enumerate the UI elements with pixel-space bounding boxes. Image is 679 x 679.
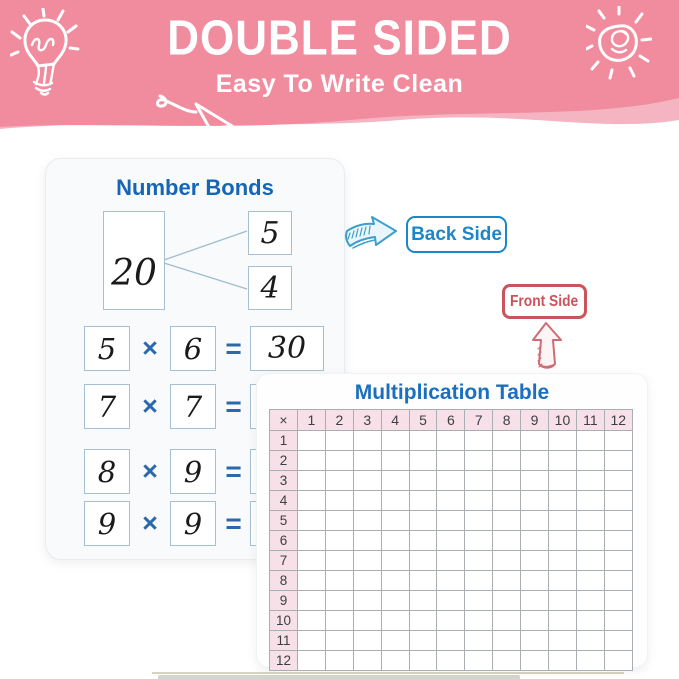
grid-cell	[298, 611, 326, 631]
grid-row-header: 4	[270, 491, 298, 511]
grid-cell	[493, 631, 521, 651]
grid-cell	[353, 651, 381, 671]
grid-cell	[409, 591, 437, 611]
grid-cell	[465, 631, 493, 651]
front-board-title: Multiplication Table	[354, 381, 550, 404]
grid-cell	[549, 591, 577, 611]
grid-col-header: 12	[604, 410, 632, 431]
grid-cell	[298, 651, 326, 671]
grid-cell	[381, 471, 409, 491]
bond-part-top-box: 5	[248, 211, 292, 255]
grid-cell	[493, 651, 521, 671]
grid-cell	[381, 651, 409, 671]
grid-cell	[437, 431, 465, 451]
grid-col-header: 4	[381, 410, 409, 431]
grid-cell	[381, 551, 409, 571]
grid-cell	[604, 451, 632, 471]
grid-cell	[298, 571, 326, 591]
grid-cell	[381, 491, 409, 511]
grid-cell	[325, 591, 353, 611]
paper-plane-arrow-icon	[156, 92, 242, 144]
grid-cell	[381, 431, 409, 451]
grid-cell	[521, 551, 549, 571]
grid-col-header: 11	[576, 410, 604, 431]
grid-cell	[549, 611, 577, 631]
grid-row	[270, 451, 633, 471]
grid-cell	[521, 591, 549, 611]
grid-cell	[409, 551, 437, 571]
grid-cell	[437, 491, 465, 511]
grid-cell	[325, 491, 353, 511]
grid-cell	[549, 511, 577, 531]
grid-cell	[493, 611, 521, 631]
back-side-label-text: Back Side	[411, 223, 502, 245]
grid-cell	[381, 611, 409, 631]
factor-b-box: 7	[170, 384, 216, 429]
back-side-arrow-icon	[344, 211, 402, 257]
grid-cell	[604, 571, 632, 591]
grid-cell	[298, 531, 326, 551]
grid-cell	[298, 451, 326, 471]
grid-cell	[493, 431, 521, 451]
grid-col-header: 6	[437, 410, 465, 431]
grid-cell	[353, 531, 381, 551]
grid-cell	[437, 631, 465, 651]
grid-cell	[604, 511, 632, 531]
grid-cell	[493, 471, 521, 491]
grid-cell	[576, 451, 604, 471]
grid-cell	[465, 591, 493, 611]
grid-cell	[493, 491, 521, 511]
grid-row-header: 2	[270, 451, 298, 471]
equals-sign: =	[225, 332, 241, 364]
grid-cell	[465, 431, 493, 451]
grid-cell	[521, 531, 549, 551]
grid-cell	[381, 571, 409, 591]
front-side-board	[256, 373, 648, 668]
grid-row-header: 12	[270, 651, 298, 671]
grid-cell	[465, 471, 493, 491]
grid-row	[270, 471, 633, 491]
grid-cell	[465, 551, 493, 571]
grid-cell	[493, 591, 521, 611]
grid-cell	[298, 471, 326, 491]
equals-sign: =	[225, 455, 241, 487]
grid-cell	[521, 571, 549, 591]
grid-cell	[325, 651, 353, 671]
grid-cell	[325, 451, 353, 471]
grid-cell	[549, 531, 577, 551]
grid-row	[270, 431, 633, 451]
bottom-partial-object	[158, 675, 520, 679]
grid-cell	[353, 511, 381, 531]
times-sign: ×	[142, 333, 158, 363]
grid-cell	[325, 571, 353, 591]
grid-cell	[409, 651, 437, 671]
grid-cell	[325, 531, 353, 551]
grid-cell	[409, 491, 437, 511]
front-side-up-arrow-icon	[523, 320, 569, 374]
grid-cell	[521, 431, 549, 451]
grid-row	[270, 611, 633, 631]
grid-cell	[604, 551, 632, 571]
front-side-label-text: Front Side	[510, 292, 579, 311]
grid-cell	[298, 491, 326, 511]
factor-a-box: 7	[84, 384, 130, 429]
grid-cell	[576, 471, 604, 491]
grid-cell	[604, 471, 632, 491]
grid-cell	[549, 651, 577, 671]
grid-row-header: 1	[270, 431, 298, 451]
equals-sign: =	[225, 507, 241, 539]
grid-cell	[576, 611, 604, 631]
grid-col-header: 10	[549, 410, 577, 431]
grid-cell	[325, 611, 353, 631]
grid-cell	[298, 631, 326, 651]
grid-cell	[353, 611, 381, 631]
grid-cell	[437, 571, 465, 591]
grid-cell	[437, 531, 465, 551]
banner-title: DOUBLE SIDED	[167, 11, 512, 66]
grid-col-header: 9	[521, 410, 549, 431]
grid-cell	[604, 591, 632, 611]
bond-whole-value: 20	[111, 253, 157, 294]
grid-cell	[353, 451, 381, 471]
grid-cell	[353, 551, 381, 571]
grid-cell	[493, 571, 521, 591]
grid-cell	[493, 531, 521, 551]
grid-col-header: 2	[325, 410, 353, 431]
back-board-title: Number Bonds	[116, 175, 274, 200]
grid-cell	[298, 431, 326, 451]
grid-cell	[409, 571, 437, 591]
factor-a-box: 5	[84, 326, 130, 371]
grid-cell	[493, 551, 521, 571]
grid-cell	[521, 491, 549, 511]
grid-row	[270, 511, 633, 531]
grid-row-header: 6	[270, 531, 298, 551]
grid-cell	[465, 611, 493, 631]
grid-cell	[437, 611, 465, 631]
grid-cell	[465, 531, 493, 551]
grid-cell	[521, 651, 549, 671]
grid-cell	[381, 531, 409, 551]
factor-b-box: 9	[170, 501, 216, 546]
grid-cell	[409, 531, 437, 551]
grid-cell	[409, 451, 437, 471]
factor-b-box: 6	[170, 326, 216, 371]
grid-row	[270, 551, 633, 571]
bond-whole-box	[103, 211, 165, 310]
grid-row-header: 3	[270, 471, 298, 491]
grid-cell	[576, 591, 604, 611]
grid-col-header: 5	[409, 410, 437, 431]
grid-row-header: 5	[270, 511, 298, 531]
grid-cell	[465, 651, 493, 671]
grid-cell	[437, 511, 465, 531]
bottom-edge-line	[152, 672, 624, 674]
grid-cell	[549, 431, 577, 451]
grid-cell	[604, 611, 632, 631]
result-box: 30	[250, 326, 324, 371]
grid-cell	[465, 491, 493, 511]
grid-cell	[325, 471, 353, 491]
grid-cell	[521, 631, 549, 651]
grid-cell	[325, 511, 353, 531]
grid-cell	[549, 471, 577, 491]
grid-cell	[549, 551, 577, 571]
grid-row-header: 7	[270, 551, 298, 571]
grid-cell	[604, 431, 632, 451]
grid-cell	[353, 591, 381, 611]
factor-a-box: 8	[84, 449, 130, 494]
grid-cell	[437, 471, 465, 491]
grid-cell	[576, 491, 604, 511]
grid-cell	[521, 451, 549, 471]
grid-cell	[549, 631, 577, 651]
grid-cell	[549, 491, 577, 511]
times-sign: ×	[142, 391, 158, 421]
grid-cell	[493, 451, 521, 471]
grid-cell	[604, 531, 632, 551]
grid-col-header: 8	[493, 410, 521, 431]
grid-cell	[325, 551, 353, 571]
grid-row-header: 9	[270, 591, 298, 611]
grid-cell	[576, 651, 604, 671]
grid-col-header: 7	[465, 410, 493, 431]
grid-cell	[381, 631, 409, 651]
grid-cell	[437, 451, 465, 471]
grid-cell	[576, 571, 604, 591]
grid-row	[270, 491, 633, 511]
grid-cell	[549, 571, 577, 591]
grid-cell	[549, 451, 577, 471]
back-side-label	[406, 216, 507, 253]
grid-cell	[604, 651, 632, 671]
front-side-label	[502, 284, 587, 319]
grid-cell	[325, 431, 353, 451]
grid-cell	[521, 611, 549, 631]
grid-cell	[465, 571, 493, 591]
factor-a-box: 9	[84, 501, 130, 546]
grid-cell	[353, 431, 381, 451]
grid-cell	[409, 431, 437, 451]
grid-cell	[298, 511, 326, 531]
grid-row	[270, 531, 633, 551]
grid-cell	[353, 491, 381, 511]
grid-cell	[353, 471, 381, 491]
grid-cell	[604, 631, 632, 651]
grid-cell	[381, 511, 409, 531]
grid-cell	[325, 631, 353, 651]
grid-cell	[576, 551, 604, 571]
grid-cell	[521, 511, 549, 531]
grid-cell	[353, 571, 381, 591]
grid-cell	[437, 651, 465, 671]
equals-sign: =	[225, 390, 241, 422]
grid-cell	[437, 591, 465, 611]
grid-cell	[409, 511, 437, 531]
grid-row	[270, 571, 633, 591]
grid-row	[270, 651, 633, 671]
grid-cell	[298, 551, 326, 571]
grid-row	[270, 591, 633, 611]
grid-corner-cell: ×	[270, 410, 298, 431]
grid-col-header: 1	[298, 410, 326, 431]
grid-cell	[576, 431, 604, 451]
grid-header-row	[270, 410, 633, 431]
grid-row	[270, 631, 633, 651]
grid-cell	[493, 511, 521, 531]
times-sign: ×	[142, 508, 158, 538]
grid-cell	[381, 591, 409, 611]
grid-col-header: 3	[353, 410, 381, 431]
times-sign: ×	[142, 456, 158, 486]
grid-cell	[465, 511, 493, 531]
grid-cell	[353, 631, 381, 651]
grid-cell	[298, 591, 326, 611]
banner-subtitle: Easy To Write Clean	[215, 70, 464, 98]
grid-row-header: 8	[270, 571, 298, 591]
grid-cell	[409, 471, 437, 491]
grid-row-header: 11	[270, 631, 298, 651]
grid-cell	[576, 511, 604, 531]
grid-cell	[576, 531, 604, 551]
factor-b-box: 9	[170, 449, 216, 494]
grid-cell	[381, 451, 409, 471]
grid-cell	[521, 471, 549, 491]
grid-cell	[604, 491, 632, 511]
grid-cell	[409, 611, 437, 631]
grid-cell	[409, 631, 437, 651]
equation-row	[84, 326, 324, 371]
grid-row-header: 10	[270, 611, 298, 631]
grid-cell	[576, 631, 604, 651]
grid-cell	[465, 451, 493, 471]
grid-cell	[437, 551, 465, 571]
multiplication-grid	[269, 409, 633, 671]
bond-part-bottom-box: 4	[248, 266, 292, 310]
